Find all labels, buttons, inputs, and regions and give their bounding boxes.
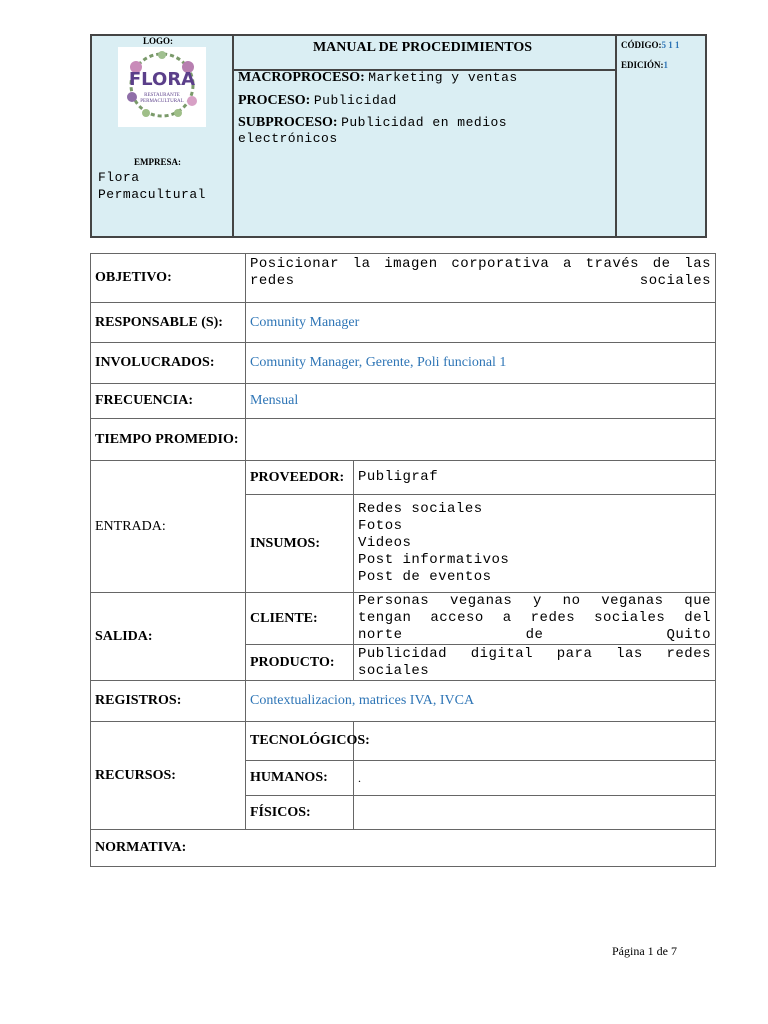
entrada-label: ENTRADA: — [91, 461, 246, 593]
tiempo-value — [246, 419, 716, 461]
producto-value: Publicidad digital para las redes sociales — [354, 645, 716, 681]
registros-value: Contextualizacion, matrices IVA, IVCA — [246, 681, 716, 722]
table-row — [91, 593, 716, 645]
responsable-value: Comunity Manager — [246, 303, 716, 343]
involucrados-value: Comunity Manager, Gerente, Poli funcional 1 — [246, 343, 716, 384]
macroproceso-line — [238, 70, 608, 86]
company-logo — [118, 47, 206, 127]
objetivo-label: OBJETIVO: — [91, 254, 246, 303]
proceso-value: Publicidad — [313, 93, 397, 108]
logo-subtext: RESTAURANTE PERMACULTURAL — [140, 93, 184, 104]
logo-label: LOGO: — [143, 36, 174, 46]
header-divider — [232, 36, 234, 236]
codigo-value: 5 1 1 — [661, 40, 680, 50]
list-item: Fotos — [358, 518, 403, 534]
procedure-table — [90, 253, 716, 867]
frecuencia-value: Mensual — [246, 384, 716, 419]
involucrados-label: INVOLUCRADOS: — [91, 343, 246, 384]
empresa-label: EMPRESA: — [134, 157, 181, 167]
table-row — [91, 254, 716, 303]
logo-text: FLORA — [128, 69, 196, 90]
recursos-label: RECURSOS: — [91, 722, 246, 830]
empresa-value: Flora Permacultural — [98, 170, 206, 202]
table-row — [91, 830, 716, 867]
proceso-line — [238, 93, 608, 109]
tiempo-label: TIEMPO PROMEDIO: — [91, 419, 246, 461]
edicion-label: EDICIÓN: — [621, 60, 664, 70]
table-row — [91, 461, 716, 495]
proveedor-label: PROVEEDOR: — [246, 461, 354, 495]
proveedor-value: Publigraf — [354, 461, 716, 495]
table-row — [91, 303, 716, 343]
list-item: Videos — [358, 535, 412, 551]
subproceso-value: Publicidad en medios electrónicos — [238, 115, 508, 146]
table-row — [91, 681, 716, 722]
edicion-line — [621, 60, 668, 70]
proceso-label: PROCESO: — [238, 93, 311, 108]
macroproceso-value: Marketing y ventas — [368, 70, 518, 85]
tecnologicos-label: TECNOLÓGICOS: — [246, 722, 354, 761]
list-item: Post informativos — [358, 552, 510, 568]
table-row — [91, 343, 716, 384]
table-row — [91, 722, 716, 761]
edicion-value: 1 — [663, 60, 669, 70]
table-row — [91, 384, 716, 419]
fisicos-value — [354, 796, 716, 830]
normativa-label: NORMATIVA: — [91, 830, 716, 867]
registros-label: REGISTROS: — [91, 681, 246, 722]
codigo-line — [621, 40, 680, 50]
manual-title: MANUAL DE PROCEDIMIENTOS — [312, 40, 533, 55]
list-item: Redes sociales — [358, 501, 483, 517]
codigo-label: CÓDIGO: — [621, 40, 662, 50]
cliente-label: CLIENTE: — [246, 593, 354, 645]
fisicos-label: FÍSICOS: — [246, 796, 354, 830]
header-divider — [615, 36, 617, 236]
tecnologicos-value — [354, 722, 716, 761]
producto-label: PRODUCTO: — [246, 645, 354, 681]
insumos-list — [354, 495, 716, 593]
salida-label: SALIDA: — [91, 593, 246, 681]
subproceso-line — [238, 115, 538, 147]
subproceso-label: SUBPROCESO: — [238, 115, 338, 130]
table-row — [91, 419, 716, 461]
objetivo-value: Posicionar la imagen corporativa a través de las redes sociales — [246, 254, 716, 303]
insumos-label: INSUMOS: — [246, 495, 354, 593]
humanos-label: HUMANOS: — [246, 761, 354, 796]
page-number: Página 1 de 7 — [612, 944, 677, 958]
frecuencia-label: FRECUENCIA: — [91, 384, 246, 419]
responsable-label: RESPONSABLE (S): — [91, 303, 246, 343]
list-item: Post de eventos — [358, 569, 492, 585]
humanos-value: . — [354, 761, 716, 796]
cliente-value: Personas veganas y no veganas que tengan acceso a redes sociales del norte de Quito — [354, 593, 716, 645]
macroproceso-label: MACROPROCESO: — [238, 70, 365, 85]
